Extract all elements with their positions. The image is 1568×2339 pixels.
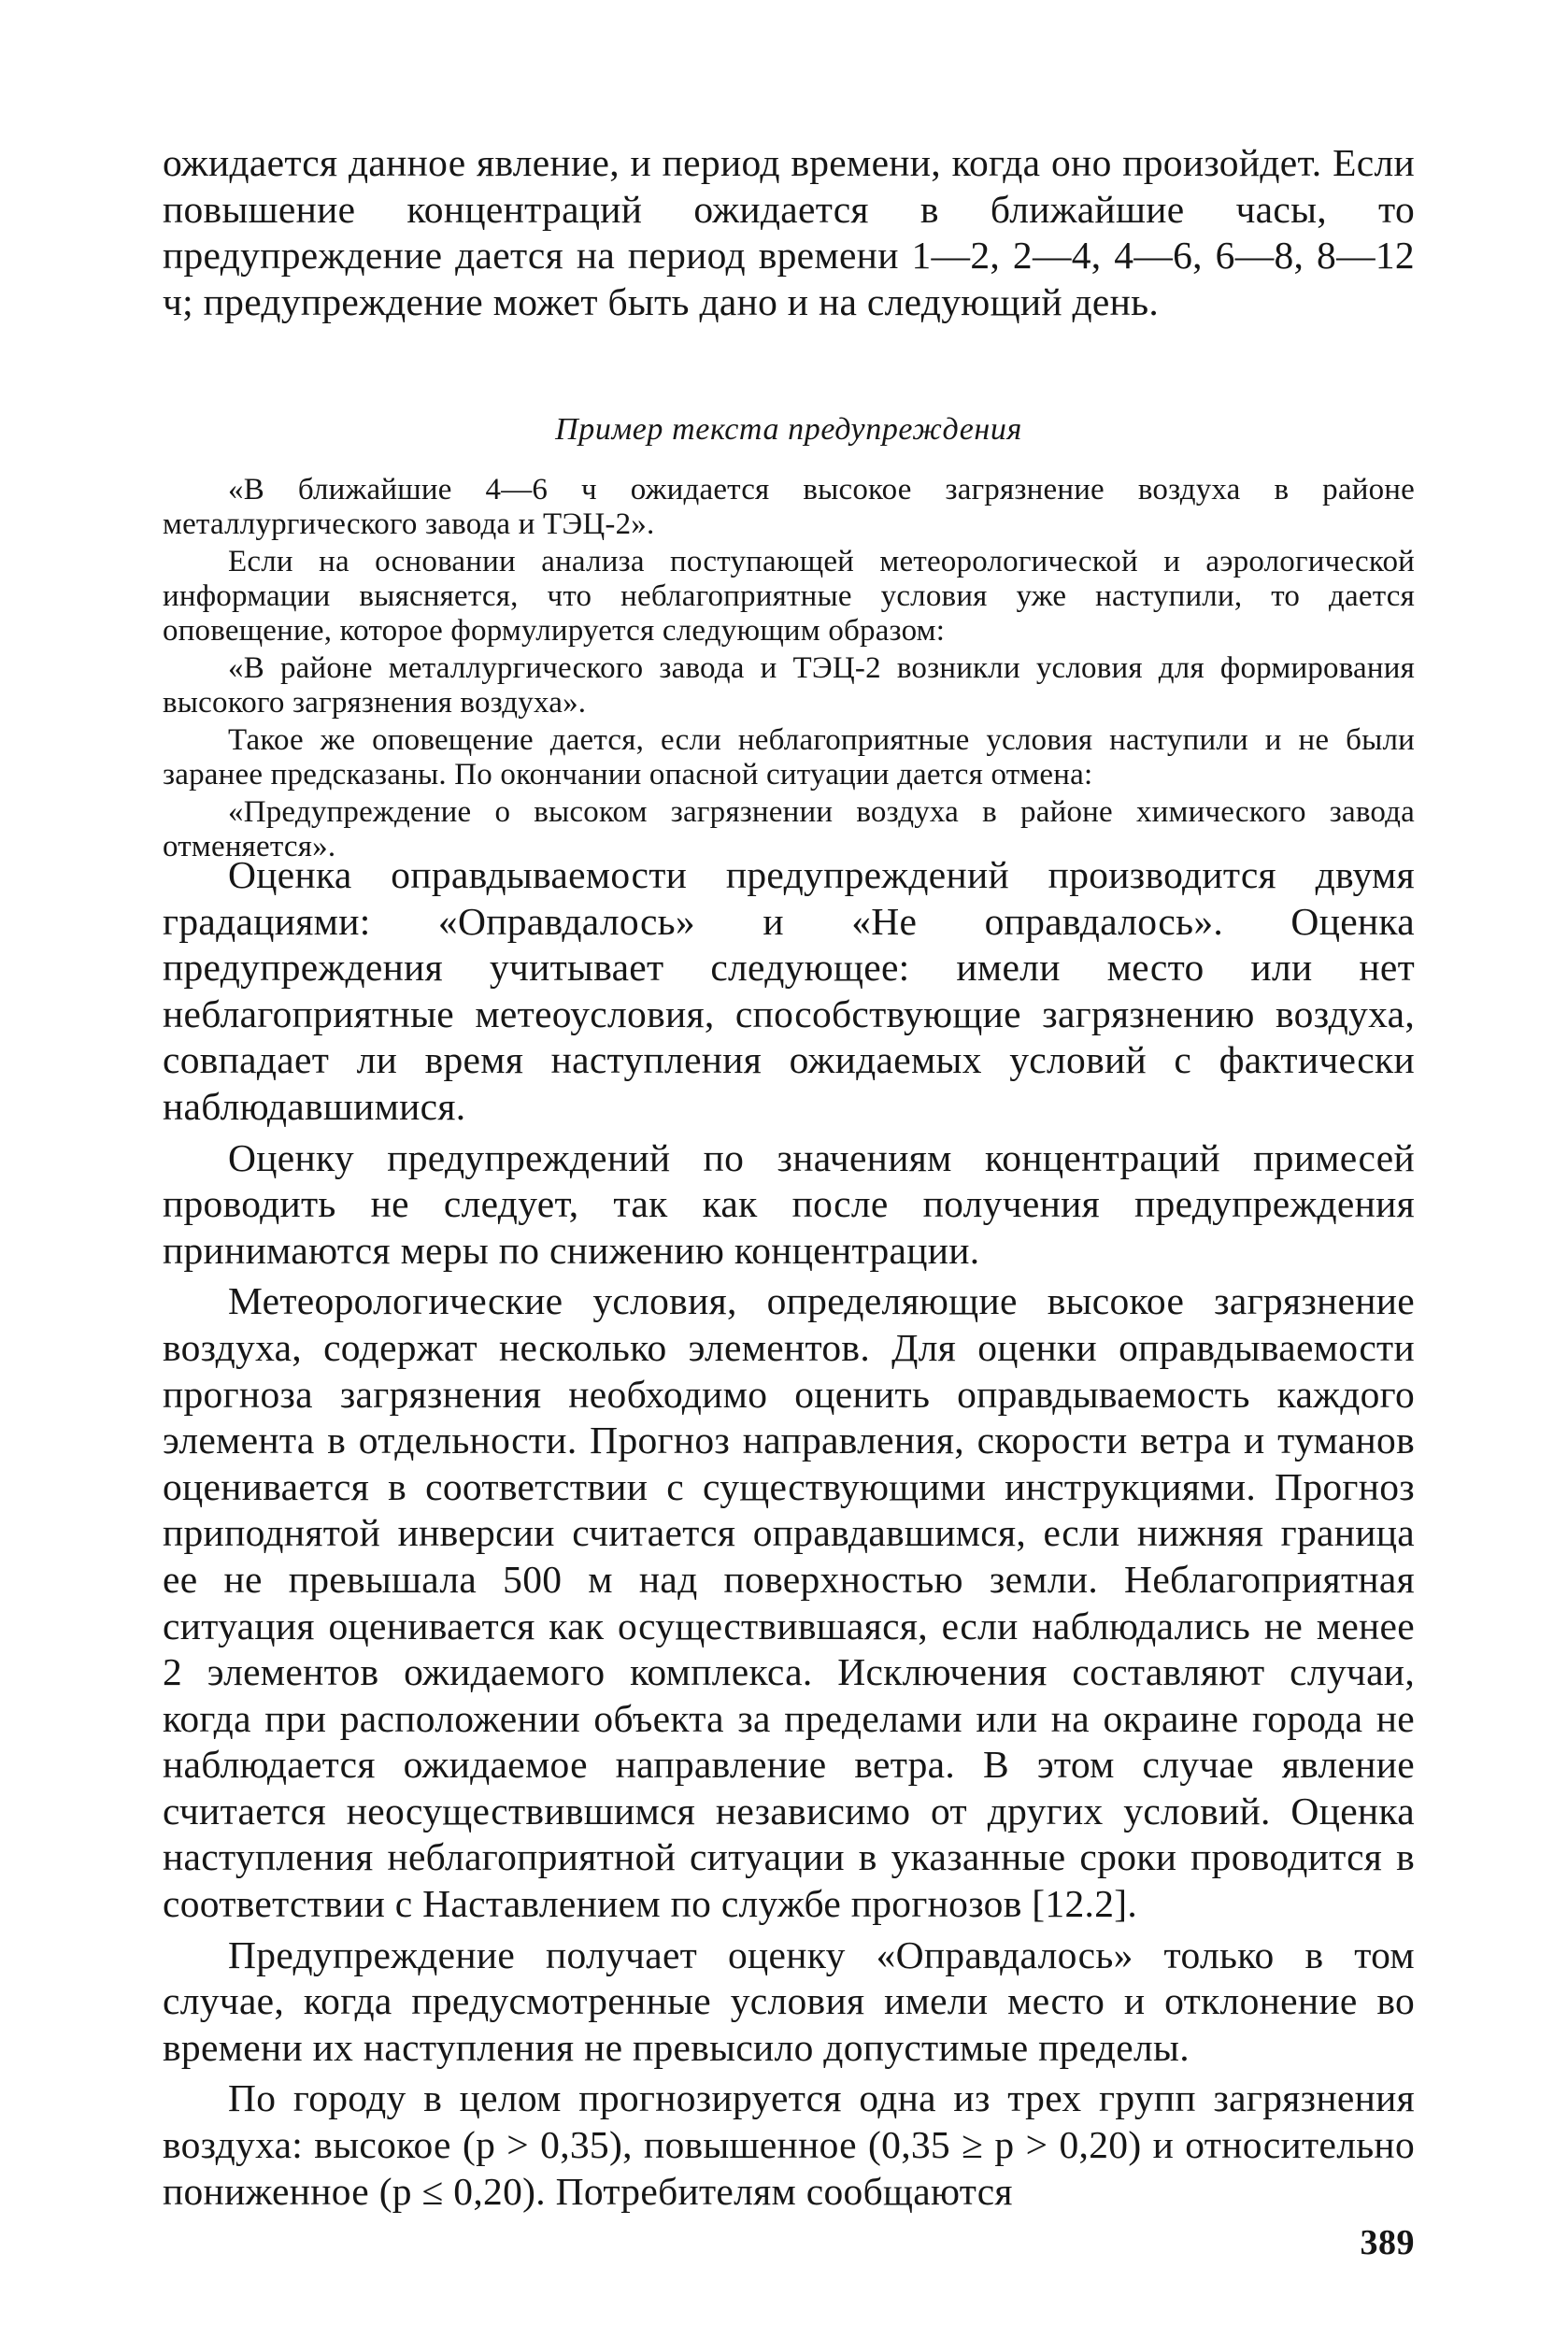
example-paragraph: Такое же оповещение дается, если неблагоприятные условия наступили и не были заранее предсказаны. По окончании опасной ситуации дается отмена: bbox=[163, 723, 1415, 792]
example-caption: Пример текста предупреждения bbox=[555, 412, 1022, 447]
example-paragraph: «В районе металлургического завода и ТЭЦ-2 возникли условия для формирования высокого загрязнения воздуха». bbox=[163, 651, 1415, 720]
body-paragraph: Оценка оправдываемости предупреждений производится двумя градациями: «Оправдалось» и «Не оправдалось». Оценка предупреждения учитывает следующее: имели место или нет неблагоприятные метеоусловия, способствующие загрязнению воздуха, совпадает ли время наступления ожидаемых условий с фактически наблюдавшимися. bbox=[163, 853, 1415, 1128]
top-text-block bbox=[163, 140, 1415, 325]
body-paragraph: Метеорологические условия, определяющие высокое загрязнение воздуха, содержат несколько элементов. Для оценки оправдываемости прогноза загрязнения необходимо оценить оправдываемость каждого элемента в отдельности. Прогноз направления, скорости ветра и туманов оценивается в соответствии с существующими инструкциями. Прогноз приподнятой инверсии считается оправдавшимся, если нижняя граница ее не превышала 500 м над поверхностью земли. Неблагоприятная ситуация оценивается как осуществившаяся, если наблюдались не менее 2 элементов ожидаемого комплекса. Исключения составляют случаи, когда при расположении объекта за пределами или на окраине города не наблюдается ожидаемое направление ветра. В этом случае явление считается неосуществившимся независимо от других условий. Оценка наступления неблагоприятной ситуации в указанные сроки проводится в соответствии с Наставлением по службе прогнозов [12.2]. bbox=[163, 1279, 1415, 1926]
body-paragraph: Предупреждение получает оценку «Оправдалось» только в том случае, когда предусмотренные условия имели место и отклонение во времени их наступления не превысило допустимые пределы. bbox=[163, 1933, 1415, 2069]
page-number: 389 bbox=[1360, 2223, 1415, 2262]
example-paragraph: «Предупреждение о высоком загрязнении воздуха в районе химического завода отменяется». bbox=[163, 795, 1415, 863]
body-paragraph: По городу в целом прогнозируется одна из трех групп загрязнения воздуха: высокое (p > 0,35), повышенное (0,35 ≥ p > 0,20) и относительно пониженное (p ≤ 0,20). Потребителям сообщаются bbox=[163, 2076, 1415, 2213]
example-paragraph: «В ближайшие 4—6 ч ожидается высокое загрязнение воздуха в районе металлургического завода и ТЭЦ-2». bbox=[163, 473, 1415, 541]
main-text-block bbox=[163, 852, 1415, 2215]
body-paragraph: Оценку предупреждений по значениям концентраций примесей проводить не следует, так как после получения предупреждения принимаются меры по снижению концентрации. bbox=[163, 1135, 1415, 1272]
example-paragraph: Если на основании анализа поступающей метеорологической и аэрологической информации выясняется, что неблагоприятные условия уже наступили, то дается оповещение, которое формулируется следующим образом: bbox=[163, 545, 1415, 648]
paragraph-continuation: ожидается данное явление, и период времени, когда оно произойдет. Если повышение концентраций ожидается в ближайшие часы, то предупреждение дается на период времени 1—2, 2—4, 4—6, 6—8, 8—12 ч; предупреждение может быть дано и на следующий день. bbox=[163, 141, 1415, 323]
example-text-block bbox=[163, 473, 1415, 864]
